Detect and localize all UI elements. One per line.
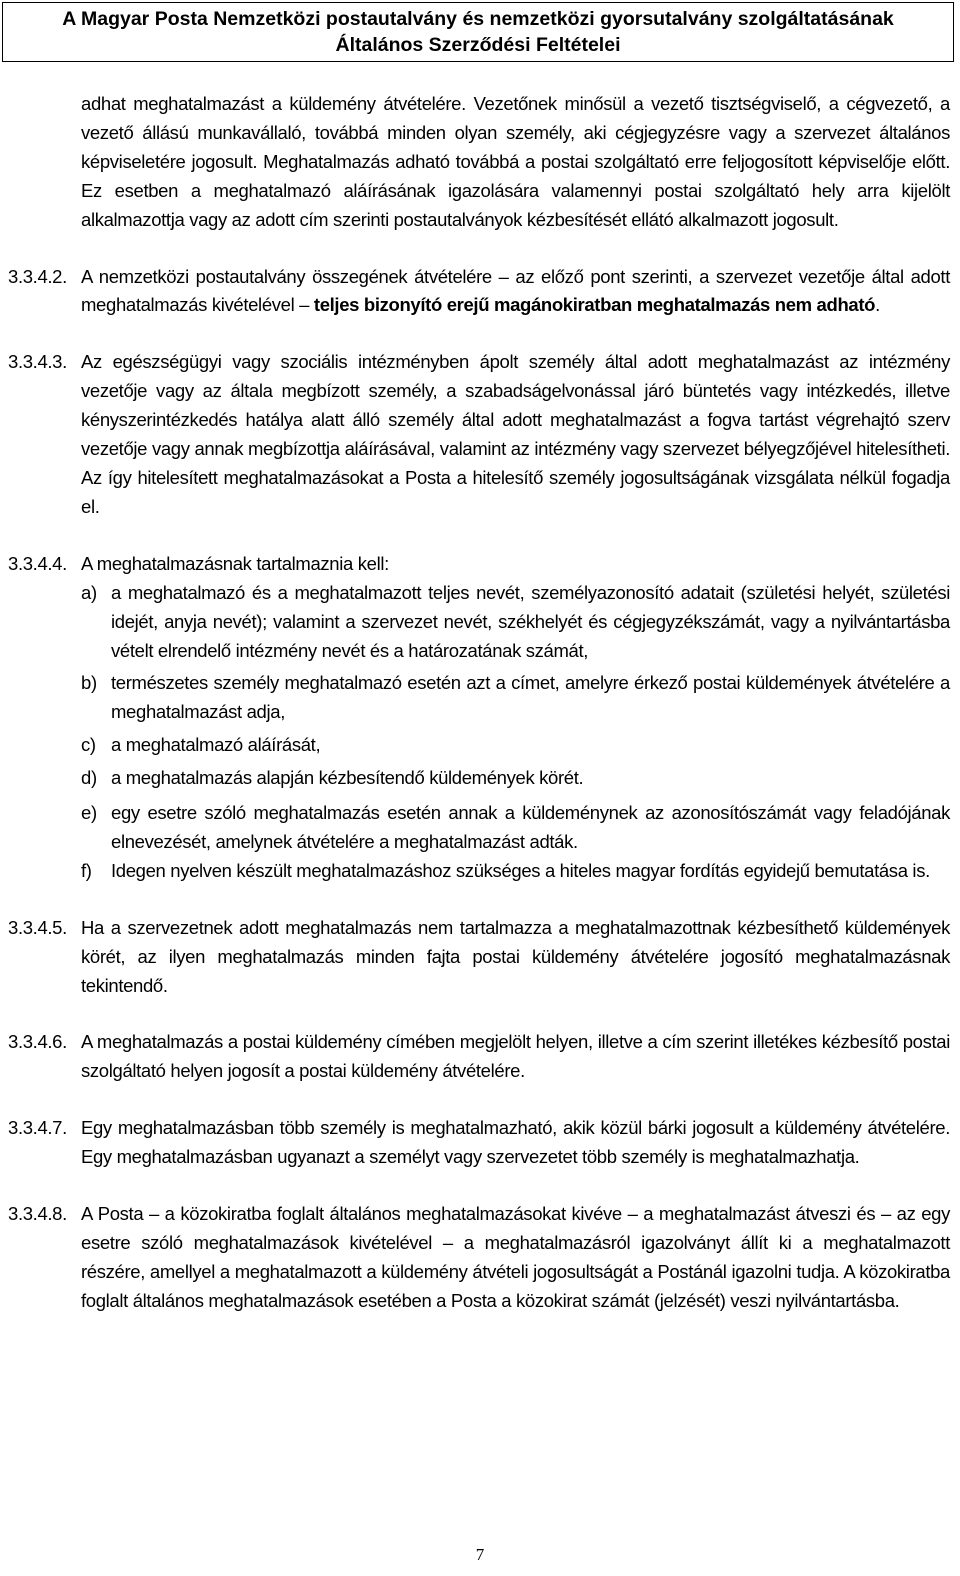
section-3-3-4-4 [0,550,960,579]
list-item [81,764,950,793]
document-body [0,90,960,1316]
section-3-3-4-3 [0,348,960,521]
section-text: Az egészségügyi vagy szociális intézményben ápolt személy által adott meghatalmazást az intézmény vezetője vagy az általa megbízott személy, a szabadságelvonással járó büntetés vagy intézkedés, illetve kényszerintézkedés hatálya alatt álló személy által adott meghatalmazást a fogva tartást végrehajtó szerv vezetője vagy annak megbízottja aláírásával, valamint az intézmény vagy szervezet bélyegzőjével hitelesítheti. Az így hitelesített meghatalmazásokat a Posta a hitelesítő személy jogosultságának vizsgálata nélkül fogadja el. [81,351,950,517]
section-bold-text: teljes bizonyító erejű magánokiratban meghatalmazás nem adható [313,294,876,316]
header-title-line-2: Általános Szerződési Feltételei [335,34,621,56]
list-item [81,579,950,666]
section-3-3-4-2 [0,263,960,321]
section-text: Ha a szervezetnek adott meghatalmazás nem tartalmazza a meghatalmazottnak kézbesíthető küldemények körét, az ilyen meghatalmazás minden fajta postai küldemény átvételére jogosító meghatalmazásnak tekintendő. [81,916,950,996]
list-item-label: a) [81,581,97,603]
section-text: Egy meghatalmazásban több személy is meghatalmazható, akik közül bárki jogosult a küldemény átvételére. Egy meghatalmazásban ugyanazt a személyt vagy szervezetet több személy is meghatalmazhatja. [81,1117,950,1168]
section-3-3-4-8 [0,1200,960,1316]
requirements-list [81,579,950,886]
document-header [2,2,954,62]
section-text: A meghatalmazásnak tartalmaznia kell: [81,552,389,574]
list-item-label: c) [81,734,96,756]
section-text: A meghatalmazás a postai küldemény címében megjelölt helyen, illetve a cím szerint illetékes kézbesítő postai szolgáltató helyen jogosít a postai küldemény átvételére. [81,1031,950,1082]
list-item-label: b) [81,672,97,694]
section-text: A Posta – a közokiratba foglalt általános meghatalmazásokat kivéve – a meghatalmazást átveszi és – az egy esetre szóló meghatalmazások kivételével – a meghatalmazásról igazolványt állít ki a meghatalmazott részére, amellyel a meghatalmazott a küldemény átvételi jogosultságát a Postánál igazolni tudja. A közokiratba foglalt általános meghatalmazások esetében a Posta a közokirat számát (jelzését) veszi nyilvántartásba. [81,1203,950,1311]
list-item [81,857,950,886]
section-number: 3.3.4.2. [8,265,67,287]
header-title-line-1: A Magyar Posta Nemzetközi postautalvány és nemzetközi gyorsutalvány szolgáltatásának [62,8,894,30]
list-item-label: d) [81,767,97,789]
list-item-text: a meghatalmazás alapján kézbesítendő küldemények körét. [111,767,584,789]
section-text: A nemzetközi postautalvány összegének átvételére – az előző pont szerinti, a szervezet vezetője által adott meghatalmazás kivételével – [81,265,950,316]
section-number: 3.3.4.8. [8,1203,67,1225]
list-item-text: a meghatalmazó és a meghatalmazott teljes nevét, személyazonosító adatait (születési helyét, születési idejét, anyja nevét); valamint a szervezet nevét, székhelyét és cégjegyzékszámát, vagy a nyilvántartásba vételt elrendelő intézmény nevét és a határozatának számát, [111,581,950,661]
section-number: 3.3.4.4. [8,552,67,574]
section-number: 3.3.4.3. [8,351,67,373]
section-3-3-4-6 [0,1028,960,1086]
list-item-text: egy esetre szóló meghatalmazás esetén annak a küldeménynek az azonosítószámát vagy feladójának elnevezését, amelynek átvételére a meghatalmazást adták. [111,802,950,852]
list-item-text: a meghatalmazó aláírását, [111,734,321,756]
list-item [81,731,950,760]
section-number: 3.3.4.7. [8,1117,67,1139]
section-number: 3.3.4.6. [8,1031,67,1053]
section-text-end: . [875,294,880,316]
section-3-3-4-5 [0,914,960,1001]
section-number: 3.3.4.5. [8,916,67,938]
list-item-label: e) [81,802,97,824]
page-number: 7 [475,1545,485,1564]
list-item-text: természetes személy meghatalmazó esetén azt a címet, amelyre érkező postai küldemények átvételére a meghatalmazást adja, [111,672,950,723]
list-item-label: f) [81,859,92,881]
intro-text: adhat meghatalmazást a küldemény átvételére. Vezetőnek minősül a vezető tisztségviselő, a cégvezető, a vezető állású munkavállaló, továbbá minden olyan személy, aki cégjegyzésre vagy a szervezet általános képviseletére jogosult. Meghatalmazás adható továbbá a postai szolgáltató erre feljogosított képviselője előtt. Ez esetben a meghatalmazó aláírásának igazolására valamennyi postai szolgáltató hely arra kijelölt alkalmazottja vagy az adott cím szerinti postautalványok kézbesítését ellátó alkalmazott jogosult. [81,93,950,230]
list-item [81,799,950,857]
list-item-text: Idegen nyelven készült meghatalmazáshoz szükséges a hiteles magyar fordítás egyidejű bemutatása is. [111,859,930,881]
section-3-3-4-7 [0,1114,960,1172]
list-item [81,669,950,727]
intro-paragraph [0,90,960,235]
